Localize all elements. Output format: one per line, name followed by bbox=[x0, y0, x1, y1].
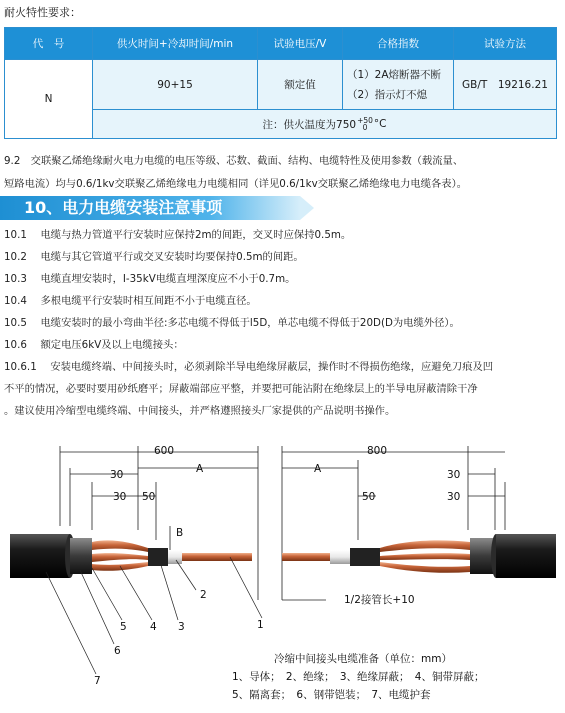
label-7: 7 bbox=[94, 675, 101, 687]
para-9-2-line-1: 9.2 交联聚乙烯绝缘耐火电力电缆的电压等级、芯数、截面、结构、电缆特性及使用参数（载流量、 bbox=[4, 155, 464, 167]
dim-b: B bbox=[176, 527, 184, 539]
label-4: 4 bbox=[150, 621, 157, 633]
dim-30-left-top: 30 bbox=[110, 469, 124, 481]
label-2: 2 bbox=[200, 589, 207, 601]
diagram-caption: 冷缩中间接头电缆准备（单位：mm） bbox=[274, 653, 452, 665]
label-1: 1 bbox=[257, 619, 264, 631]
right-outer-sheath bbox=[496, 534, 556, 578]
label-3: 3 bbox=[178, 621, 185, 633]
fire-resistance-table bbox=[4, 27, 557, 139]
left-conductor bbox=[182, 553, 252, 561]
para-10-6-1-line-3: 。建议使用冷缩型电缆终端、中间接头，并严格遵照接头厂家提供的产品说明书操作。 bbox=[4, 405, 396, 417]
header-method: 试验方法 bbox=[454, 28, 556, 60]
item-10-5: 10.5 电缆安装时的最小弯曲半径:多芯电缆不得低于l5D，单芯电缆不得低于20D(D为电缆外径）。 bbox=[4, 317, 460, 329]
header-code: 代 号 bbox=[5, 28, 93, 60]
left-insulation bbox=[168, 550, 182, 564]
item-10-2: 10.2 电缆与其它管道平行或交叉安装时均要保持0.5m的间距。 bbox=[4, 251, 304, 263]
left-outer-sheath bbox=[10, 534, 70, 578]
index-line-1: （1）2A熔断器不断 bbox=[347, 68, 442, 81]
left-steel-armour bbox=[70, 538, 92, 574]
cell-time: 90+15 bbox=[93, 60, 258, 110]
item-10-6: 10.6 额定电压6kV及以上电缆接头： bbox=[4, 339, 184, 351]
legend-line-1: 1、导体； 2、绝缘； 3、绝缘屏蔽； 4、铜带屏蔽； bbox=[232, 671, 485, 683]
right-insulation-screen bbox=[350, 548, 380, 566]
section-title: 10、电力电缆安装注意事项 bbox=[24, 198, 223, 217]
index-line-2: （2）指示灯不熄 bbox=[347, 88, 428, 101]
header-voltage: 试验电压/V bbox=[258, 28, 343, 60]
header-index: 合格指数 bbox=[343, 28, 454, 60]
note-suffix: °C bbox=[373, 118, 387, 130]
dim-600: 600 bbox=[154, 445, 175, 457]
right-insulation bbox=[330, 550, 350, 564]
dim-a-left: A bbox=[196, 463, 204, 475]
dim-30-left-mid: 30 bbox=[113, 491, 127, 503]
note-sub: 0 bbox=[362, 123, 368, 132]
header-time: 供火时间+冷却时间/min bbox=[93, 28, 258, 60]
dim-50-left: 50 bbox=[142, 491, 156, 503]
item-10-4: 10.4 多根电缆平行安装时相互间距不小于电缆直径。 bbox=[4, 295, 257, 307]
table-note bbox=[93, 110, 556, 138]
para-10-6-1-line-1: 10.6.1 安装电缆终端、中间接头时，必须剥除半导电绝缘屏蔽层，操作时不得损伤绝缘，应避免刀痕及凹 bbox=[4, 361, 494, 373]
cell-voltage: 额定值 bbox=[258, 60, 343, 110]
label-6: 6 bbox=[114, 645, 121, 657]
dim-30-right-mid: 30 bbox=[447, 491, 461, 503]
para-10-6-1-line-2: 不平的情况，必要时要用砂纸磨平；屏蔽端部应平整，并要把可能沾附在绝缘层上的半导电屏蔽清除干净 bbox=[4, 383, 478, 395]
cable-joint-diagram bbox=[0, 430, 565, 713]
item-10-1: 10.1 电缆与热力管道平行安装时应保持2m的间距，交叉时应保持0.5m。 bbox=[4, 229, 352, 241]
dim-800: 800 bbox=[367, 445, 388, 457]
right-conductor bbox=[282, 553, 330, 561]
dim-30-right-top: 30 bbox=[447, 469, 461, 481]
left-insulation-screen bbox=[148, 548, 168, 566]
para-9-2-line-2: 短路电流）均与0.6/1kv交联聚乙烯绝缘电力电缆相同（详见0.6/1kv交联聚乙烯绝缘电力电缆各表）。 bbox=[4, 178, 468, 190]
legend-line-2: 5、隔离套； 6、钢带铠装； 7、电缆护套 bbox=[232, 689, 431, 701]
cell-method: GB/T 19216.21 bbox=[454, 60, 556, 110]
dim-50-right: 50 bbox=[362, 491, 376, 503]
note-prefix: 注：供火温度为750 bbox=[262, 118, 357, 131]
requirement-title: 耐火特性要求： bbox=[4, 6, 81, 19]
dim-a-right: A bbox=[314, 463, 322, 475]
half-tube-label: 1/2接管长+10 bbox=[344, 594, 415, 606]
cell-code: N bbox=[5, 60, 93, 138]
cell-index bbox=[343, 60, 454, 110]
item-10-3: 10.3 电缆直埋安装时，Ⅰ-35kV电缆直埋深度应不小于0.7m。 bbox=[4, 273, 296, 285]
label-5: 5 bbox=[120, 621, 127, 633]
note-sup: +50 bbox=[357, 116, 373, 125]
